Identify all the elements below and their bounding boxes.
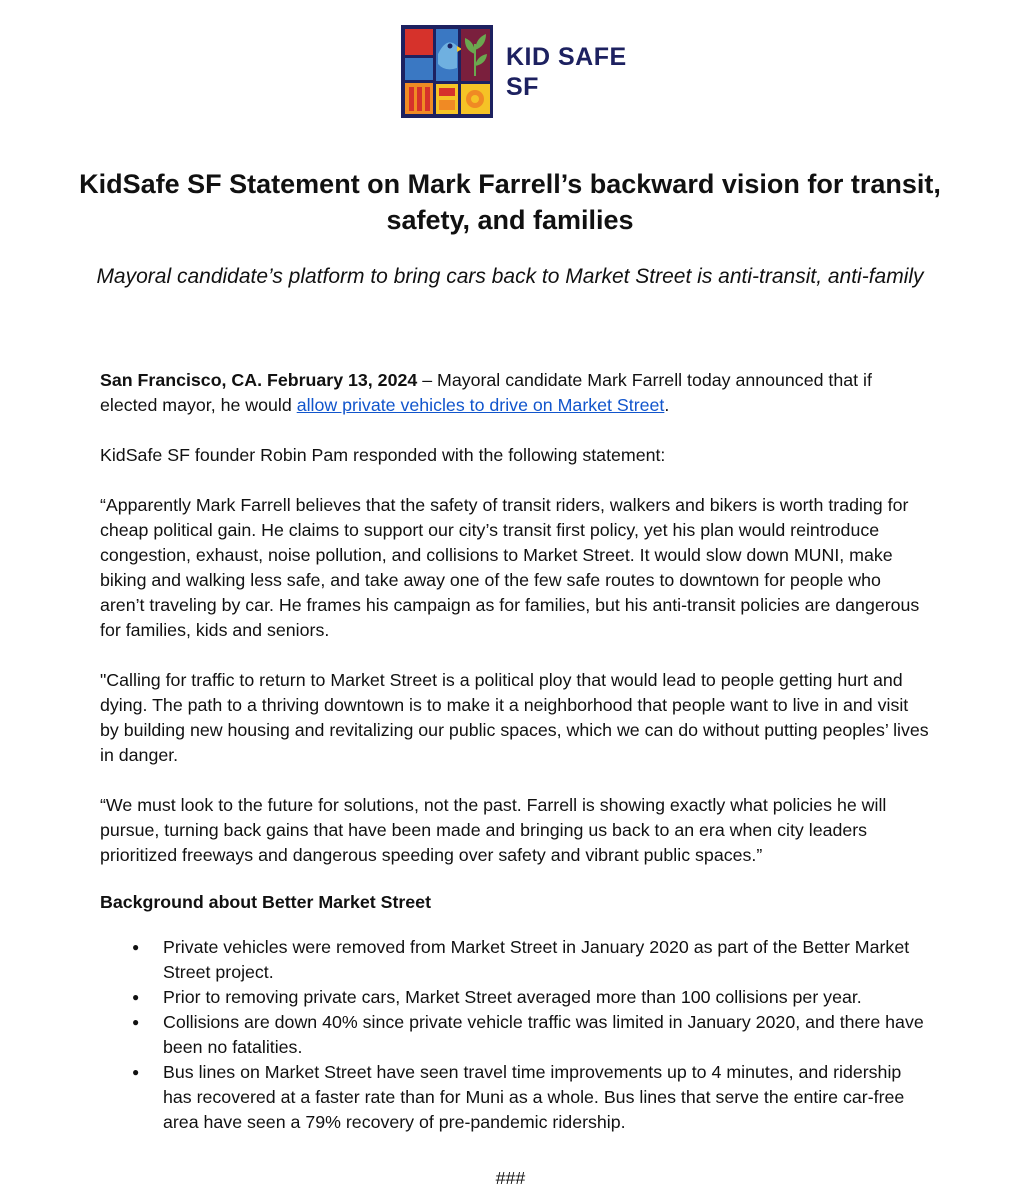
logo-line-2: SF bbox=[506, 72, 539, 101]
logo-wordmark bbox=[506, 42, 627, 102]
market-street-link[interactable]: allow private vehicles to drive on Market Street bbox=[296, 395, 665, 415]
lead-text: – Mayoral candidate Mark Farrell today announced that if elected mayor, he would bbox=[100, 370, 872, 415]
background-list bbox=[100, 935, 930, 1135]
statement-body bbox=[100, 368, 930, 1135]
dateline: San Francisco, CA. February 13, 2024 bbox=[100, 370, 418, 390]
quote-paragraph-3: “We must look to the future for solutions, not the past. Farrell is showing exactly what policies he will pursue, turning back gains that have been made and bringing us back to an era when city leaders prioritized freeways and dangerous speeding over safety and vibrant public spaces.” bbox=[100, 795, 887, 865]
background-heading: Background about Better Market Street bbox=[100, 892, 431, 912]
intro-paragraph: KidSafe SF founder Robin Pam responded with the following statement: bbox=[100, 445, 666, 465]
statement-subtitle: Mayoral candidate’s platform to bring cars back to Market Street is anti-transit, anti-family bbox=[96, 265, 924, 288]
background-item: ● Prior to removing private cars, Market Street averaged more than 100 collisions per year. bbox=[100, 985, 930, 1010]
lead-text-end: . bbox=[664, 395, 670, 415]
logo-line-1: KID SAFE bbox=[506, 42, 627, 71]
kidsafe-logo-icon bbox=[400, 24, 494, 119]
quote-paragraph-2: "Calling for traffic to return to Market Street is a political ploy that would lead to people getting hurt and dying. The path to a thriving downtown is to make it a neighborhood that people want to live in and visit by building new housing and revitalizing our public spaces, which we can do without putting peoples’ lives in danger. bbox=[100, 670, 929, 765]
end-mark: ### bbox=[495, 1168, 526, 1188]
lead-paragraph bbox=[100, 368, 930, 418]
quote-paragraph-1: “Apparently Mark Farrell believes that the safety of transit riders, walkers and bikers is worth trading for cheap political gain. He claims to support our city’s transit first policy, yet his plan would reintroduce congestion, exhaust, noise pollution, and collisions to Market Street. It would slow down MUNI, make biking and walking less safe, and take away one of the few safe routes to downtown for people who aren’t traveling by car. He frames his campaign as for families, but his anti-transit policies are dangerous for families, kids and seniors. bbox=[100, 495, 920, 640]
background-item: ● Bus lines on Market Street have seen travel time improvements up to 4 minutes, and ridership has recovered at a faster rate than for Muni as a whole. Bus lines that serve the entire car-free area have seen a 79% recovery of pre-pandemic ridership. bbox=[100, 1060, 930, 1135]
statement-title: KidSafe SF Statement on Mark Farrell’s backward vision for transit, safety, and families bbox=[79, 169, 941, 235]
kidsafe-logo bbox=[400, 24, 627, 119]
background-item: ● Collisions are down 40% since private vehicle traffic was limited in January 2020, and there have been no fatalities. bbox=[100, 1010, 930, 1060]
background-item: ● Private vehicles were removed from Market Street in January 2020 as part of the Better Market Street project. bbox=[100, 935, 930, 985]
